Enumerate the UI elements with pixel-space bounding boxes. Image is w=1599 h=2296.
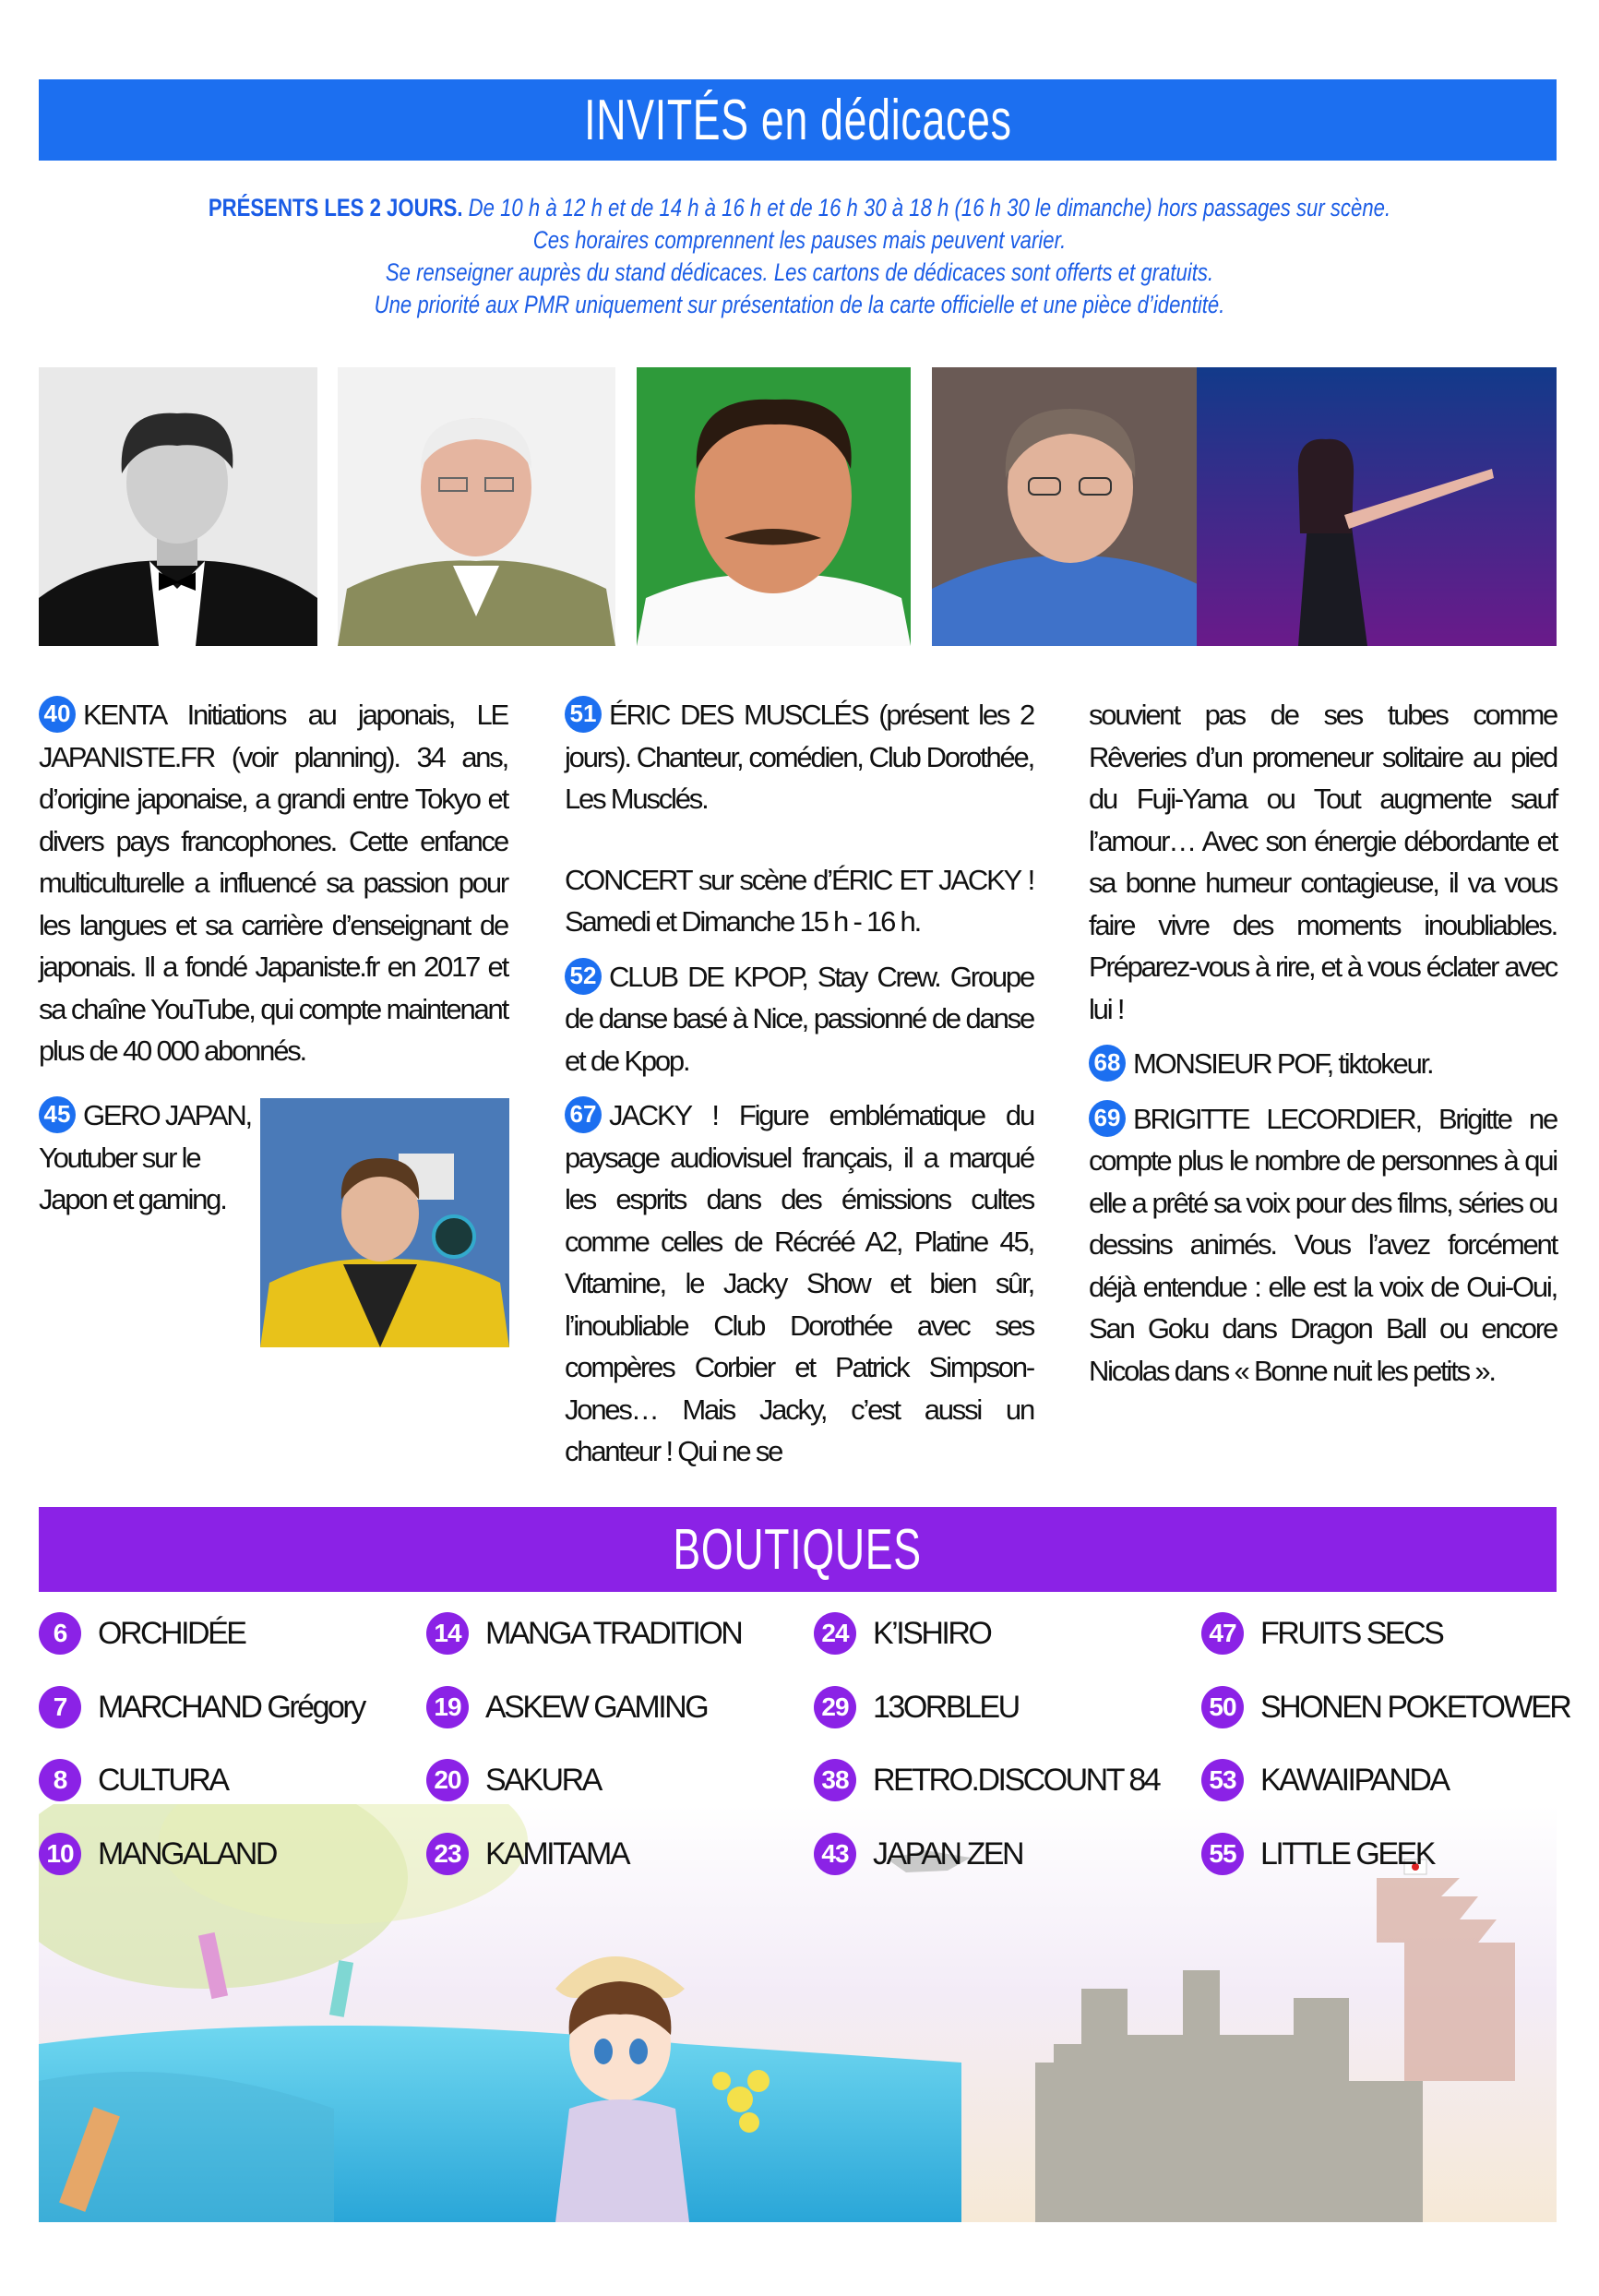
photo-gero-japan (260, 1098, 509, 1347)
shop-number-badge: 23 (426, 1833, 469, 1875)
shop-item (814, 1684, 1019, 1730)
guests-column-3 (1089, 694, 1557, 1392)
intro-line3: Se renseigner auprès du stand dédicaces. Les cartons de dédicaces sont offerts et gratuits. (385, 258, 1214, 286)
shop-name: JAPAN ZEN (873, 1836, 1023, 1871)
guests-column-1 (39, 694, 507, 1072)
guest-number-badge: 52 (565, 958, 602, 995)
guest-entry-67-continued: souvient pas de ses tubes comme Rêveries d’un promeneur solitaire au pied du Fuji-Yama ou Tout augmente sauf l’amour… Avec son énergie débordante et sa bonne humeur contagieuse, il va vous faire vivre des moments inoubliables. Préparez-vous à rire, et à vous éclater avec lui ! (1089, 699, 1557, 1025)
guest-text: GERO JAPAN, Youtuber sur le Japon et gaming. (39, 1099, 251, 1215)
shop-item (39, 1831, 276, 1877)
guests-intro (74, 192, 1525, 321)
shop-number-badge: 53 (1201, 1759, 1244, 1801)
guests-banner (39, 79, 1557, 161)
guest-text: ÉRIC DES MUSCLÉS (présent les 2 jours). Chanteur, comédien, Club Dorothée, Les Musclés. (565, 699, 1033, 815)
shop-item (814, 1610, 990, 1656)
shop-item (39, 1610, 245, 1656)
guests-column-2 (565, 694, 1033, 1473)
shop-name: MANGALAND (98, 1836, 276, 1871)
shop-number-badge: 55 (1201, 1833, 1244, 1875)
photo-brigitte (932, 367, 1207, 646)
guest-entry-51 (565, 694, 1033, 820)
shops-title: BOUTIQUES (673, 1517, 923, 1582)
shop-name: CULTURA (98, 1762, 228, 1798)
shop-item (426, 1831, 628, 1877)
shop-number-badge: 8 (39, 1759, 81, 1801)
guest-entry-40 (39, 694, 507, 1072)
photo-eric (637, 367, 911, 646)
intro-bold: PRÉSENTS LES 2 JOURS. (208, 194, 463, 221)
guest-number-badge: 67 (565, 1096, 602, 1133)
shop-item (814, 1757, 1159, 1803)
shop-name: LITTLE GEEK (1260, 1836, 1434, 1871)
shop-number-badge: 24 (814, 1612, 856, 1655)
guest-entry-45 (39, 1094, 251, 1221)
shop-number-badge: 6 (39, 1612, 81, 1655)
shop-name: SHONEN POKETOWER (1260, 1689, 1570, 1725)
guest-text: JACKY ! Figure emblématique du paysage audiovisuel français, il a marqué les esprits dans des émissions cultes comme celles de Récréé A2, Platine 45, Vitamine, le Jacky Show et bien sûr, l’inoubliable Club Dorothée avec ses compères Corbier et Patrick Simpson-Jones… Mais Jacky, c’est aussi un chanteur ! Qui ne se (565, 1099, 1033, 1467)
guest-number-badge: 69 (1089, 1100, 1126, 1137)
shop-number-badge: 20 (426, 1759, 469, 1801)
intro-line4: Une priorité aux PMR uniquement sur présentation de la carte officielle et une pièce d’identité. (374, 291, 1225, 318)
shop-name: MANGA TRADITION (485, 1615, 742, 1651)
shop-name: K’ISHIRO (873, 1615, 991, 1651)
shop-number-badge: 38 (814, 1759, 856, 1801)
shop-item (1201, 1831, 1434, 1877)
guest-number-badge: 68 (1089, 1045, 1126, 1082)
shop-number-badge: 10 (39, 1833, 81, 1875)
guest-number-badge: 45 (39, 1096, 76, 1133)
guest-number-badge: 51 (565, 696, 602, 733)
guests-title: INVITÉS en dédicaces (583, 88, 1012, 152)
shop-number-badge: 50 (1201, 1686, 1244, 1728)
guest-entry-68 (1089, 1043, 1557, 1085)
intro-line1: De 10 h à 12 h et de 14 h à 16 h et de 16 h 30 à 18 h (16 h 30 le dimanche) hors passages sur scène. (468, 194, 1391, 221)
shop-number-badge: 29 (814, 1686, 856, 1728)
guest-entry-67 (565, 1094, 1033, 1473)
shop-name: ORCHIDÉE (98, 1615, 245, 1651)
guest-text: CLUB DE KPOP, Stay Crew. Groupe de danse basé à Nice, passionné de danse et de Kpop. (565, 960, 1033, 1077)
shop-name: KAWAIIPANDA (1260, 1762, 1449, 1798)
shop-number-badge: 43 (814, 1833, 856, 1875)
shop-number-badge: 7 (39, 1686, 81, 1728)
shop-number-badge: 14 (426, 1612, 469, 1655)
shop-name: RETRO.DISCOUNT 84 (873, 1762, 1160, 1798)
shop-name: MARCHAND Grégory (98, 1689, 364, 1725)
shop-item (426, 1757, 601, 1803)
photo-kenta (39, 367, 317, 646)
shop-number-badge: 47 (1201, 1612, 1244, 1655)
shop-name: FRUITS SECS (1260, 1615, 1443, 1651)
guest-entry-52 (565, 956, 1033, 1082)
shop-item (1201, 1610, 1442, 1656)
shops-banner (39, 1507, 1557, 1592)
shop-item (1201, 1757, 1449, 1803)
guest-text: KENTA Initiations au japonais, LE JAPANISTE.FR (voir planning). 34 ans, d’origine japonaise, a grandi entre Tokyo et divers pays francophones. Cette enfance multiculturelle a influencé sa passion pour les langues et sa carrière d’enseignant de japonais. Il a fondé Japaniste.fr en 2017 et sa chaîne YouTube, qui compte maintenant plus de 40 000 abonnés. (39, 699, 507, 1067)
guest-number-badge: 40 (39, 696, 76, 733)
shop-item (39, 1684, 364, 1730)
photo-guest-2 (338, 367, 615, 646)
concert-note: CONCERT sur scène d’ÉRIC ET JACKY ! Samedi et Dimanche 15 h - 16 h. (565, 863, 1033, 938)
guest-entry-69 (1089, 1098, 1557, 1393)
shop-name: ASKEW GAMING (485, 1689, 708, 1725)
shop-item (39, 1757, 228, 1803)
shop-item (1201, 1684, 1569, 1730)
photo-singer (1197, 367, 1557, 646)
guest-text: MONSIEUR POF, tiktokeur. (1133, 1047, 1433, 1080)
shop-name: 13ORBLEU (873, 1689, 1019, 1725)
shop-item (814, 1831, 1022, 1877)
shop-name: SAKURA (485, 1762, 601, 1798)
intro-line2: Ces horaires comprennent les pauses mais peuvent varier. (532, 226, 1067, 254)
shop-name: KAMITAMA (485, 1836, 629, 1871)
shop-item (426, 1610, 741, 1656)
shop-number-badge: 19 (426, 1686, 469, 1728)
shop-item (426, 1684, 707, 1730)
guest-text: BRIGITTE LECORDIER, Brigitte ne compte plus le nombre de personnes à qui elle a prêté sa voix pour des films, séries ou dessins animés. Vous l’avez forcément déjà entendue : elle est la voix de Oui-Oui, San Goku dans Dragon Ball ou encore Nicolas dans « Bonne nuit les petits ». (1089, 1102, 1557, 1387)
